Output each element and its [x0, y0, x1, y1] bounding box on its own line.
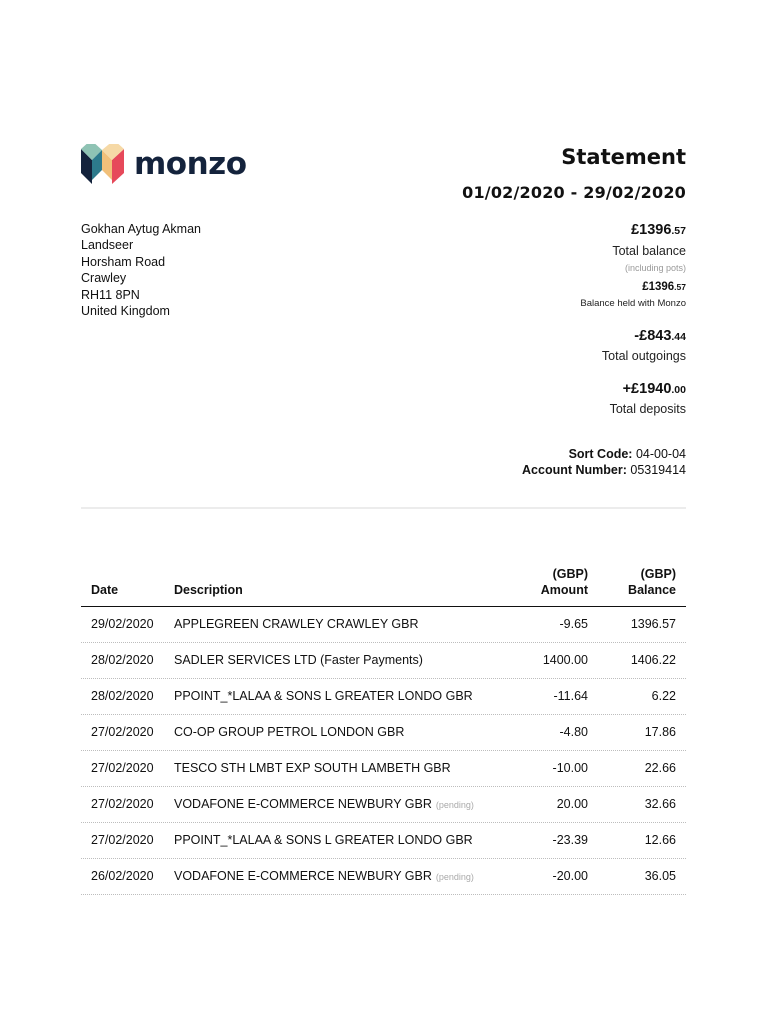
row-balance: 12.66	[644, 833, 676, 847]
monzo-logo	[81, 143, 247, 185]
total-balance-label: Total balance	[612, 244, 686, 258]
row-balance: 6.22	[651, 689, 676, 703]
account-details	[522, 446, 686, 479]
row-amount: -20.00	[552, 869, 588, 883]
table-row	[81, 715, 686, 751]
address-line: Landseer	[81, 238, 134, 253]
row-description: PPOINT_*LALAA & SONS L GREATER LONDO GBR	[174, 833, 473, 847]
address-line: Gokhan Aytug Akman	[81, 222, 201, 236]
header-date: Date	[91, 583, 119, 597]
transactions-table	[81, 565, 686, 895]
sort-code-label: Sort Code:	[568, 447, 633, 461]
row-balance: 32.66	[644, 797, 676, 811]
table-row	[81, 823, 686, 859]
including-pots-note: (including pots)	[624, 263, 686, 273]
total-outgoings-label: Total outgoings	[601, 349, 686, 363]
pending-tag: (pending)	[435, 800, 474, 810]
table-header	[81, 565, 686, 607]
total-deposits-label: Total deposits	[609, 402, 686, 416]
pending-tag: (pending)	[435, 872, 474, 882]
address-line: Horsham Road	[81, 254, 166, 269]
row-amount: 1400.00	[542, 653, 588, 667]
row-date: 28/02/2020	[91, 689, 154, 703]
table-row	[81, 859, 686, 895]
address-line: Crawley	[81, 271, 127, 286]
table-row	[81, 787, 686, 823]
row-date: 27/02/2020	[91, 761, 154, 775]
row-description: PPOINT_*LALAA & SONS L GREATER LONDO GBR	[174, 689, 473, 703]
table-row	[81, 751, 686, 787]
row-amount: 20.00	[556, 797, 588, 811]
balance-summary	[426, 221, 686, 417]
monzo-logo-icon	[81, 144, 124, 184]
row-balance: 36.05	[644, 869, 676, 883]
address-line: United Kingdom	[81, 304, 170, 319]
table-row	[81, 679, 686, 715]
header-description: Description	[174, 583, 243, 597]
row-balance: 1406.22	[630, 653, 676, 667]
row-date: 27/02/2020	[91, 833, 154, 847]
row-amount: -4.80	[559, 725, 588, 739]
account-number-value: 05319414	[630, 463, 686, 478]
row-date: 29/02/2020	[91, 617, 154, 631]
statement-page	[81, 0, 686, 1024]
row-description: TESCO STH LMBT EXP SOUTH LAMBETH GBR	[174, 761, 451, 775]
row-amount: -10.00	[552, 761, 588, 775]
total-balance-amount: £1396.57	[631, 222, 686, 238]
table-row	[81, 643, 686, 679]
row-date: 27/02/2020	[91, 797, 154, 811]
customer-address	[81, 221, 201, 319]
row-balance: 1396.57	[630, 617, 676, 631]
row-description: SADLER SERVICES LTD (Faster Payments)	[174, 653, 423, 667]
row-date: 28/02/2020	[91, 653, 154, 667]
table-row	[81, 607, 686, 643]
brand-wordmark: monzo	[134, 145, 247, 182]
row-amount: -11.64	[553, 689, 588, 703]
row-description: VODAFONE E-COMMERCE NEWBURY GBR (pending)	[174, 869, 474, 883]
row-date: 27/02/2020	[91, 725, 154, 739]
section-divider	[81, 507, 686, 509]
row-date: 26/02/2020	[91, 869, 154, 883]
row-description: VODAFONE E-COMMERCE NEWBURY GBR (pending)	[174, 797, 474, 811]
sort-code-value: 04-00-04	[635, 447, 686, 461]
account-number-label: Account Number:	[522, 463, 627, 478]
statement-period: 01/02/2020 - 29/02/2020	[462, 183, 686, 202]
row-amount: -23.39	[552, 833, 588, 847]
total-outgoings-amount: -£843.44	[634, 328, 686, 344]
row-description: APPLEGREEN CRAWLEY CRAWLEY GBR	[174, 617, 419, 631]
account-number-line	[522, 462, 686, 478]
held-balance-label: Balance held with Monzo	[580, 298, 686, 309]
row-description: CO-OP GROUP PETROL LONDON GBR	[174, 725, 405, 739]
row-balance: 17.86	[644, 725, 676, 739]
address-line: RH11 8PN	[81, 287, 140, 302]
sort-code-line	[522, 446, 686, 462]
held-balance-amount: £1396.57	[642, 281, 686, 293]
statement-title: Statement	[561, 145, 686, 169]
row-balance: 22.66	[644, 761, 676, 775]
header-balance: (GBP) Balance	[628, 567, 676, 598]
row-amount: -9.65	[559, 617, 588, 631]
total-deposits-amount: +£1940.00	[622, 381, 686, 397]
header-amount: (GBP) Amount	[540, 567, 588, 598]
